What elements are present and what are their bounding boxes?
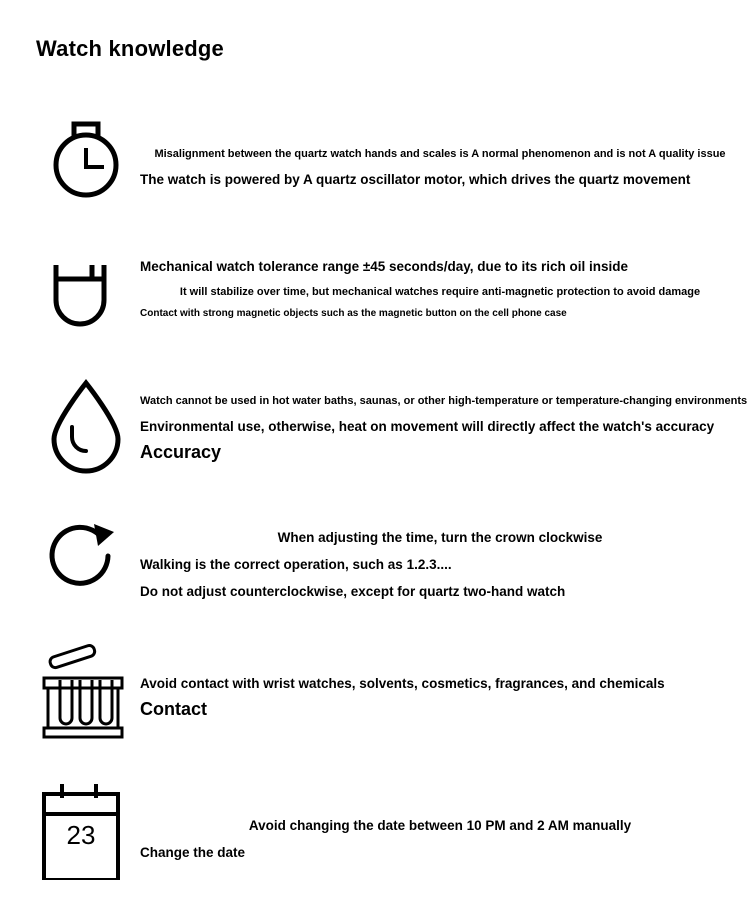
magnet-icon bbox=[36, 245, 136, 345]
body-heading: Contact bbox=[140, 699, 207, 719]
body-line: Contact with strong magnetic objects such as the magnetic button on the cell phone case bbox=[140, 308, 567, 319]
calendar-icon bbox=[36, 780, 136, 880]
body-line: Change the date bbox=[140, 845, 246, 860]
body-line: Do not adjust counterclockwise, except for quartz two-hand watch bbox=[140, 584, 566, 599]
body-line: The watch is powered by A quartz oscillator motor, which drives the quartz movement bbox=[140, 172, 691, 187]
body-heading: Accuracy bbox=[140, 442, 222, 462]
test-tubes-icon bbox=[36, 640, 136, 740]
page-title: Watch knowledge bbox=[36, 36, 224, 61]
body-line: Watch cannot be used in hot water baths, saunas, or other high-temperature or temperature-changing environments bbox=[140, 395, 748, 407]
clockwise-arrow-icon bbox=[36, 510, 136, 610]
body-line: Walking is the correct operation, such as 1.2.3.... bbox=[140, 557, 452, 572]
body-line: Avoid contact with wrist watches, solvents, cosmetics, fragrances, and chemicals bbox=[140, 676, 665, 691]
watch-icon bbox=[36, 110, 136, 210]
body-line: When adjusting the time, turn the crown clockwise bbox=[277, 530, 603, 545]
body-line: Environmental use, otherwise, heat on movement will directly affect the watch's accuracy bbox=[140, 419, 715, 434]
water-drop-icon bbox=[36, 375, 136, 475]
section-text-block bbox=[140, 818, 740, 860]
body-line: It will stabilize over time, but mechanical watches require anti-magnetic protection to avoid damage bbox=[179, 286, 701, 298]
calendar-day-number: 23 bbox=[66, 820, 96, 850]
body-line: Avoid changing the date between 10 PM and 2 AM manually bbox=[248, 818, 632, 833]
section-text-block bbox=[140, 676, 740, 720]
section-text-block bbox=[140, 395, 748, 463]
section-text-block bbox=[140, 530, 740, 599]
body-line: Mechanical watch tolerance range ±45 seconds/day, due to its rich oil inside bbox=[140, 259, 629, 274]
section-text-block bbox=[140, 259, 740, 319]
section-text-block bbox=[140, 148, 740, 187]
body-line: Misalignment between the quartz watch hands and scales is A normal phenomenon and is not A quality issue bbox=[154, 148, 726, 160]
